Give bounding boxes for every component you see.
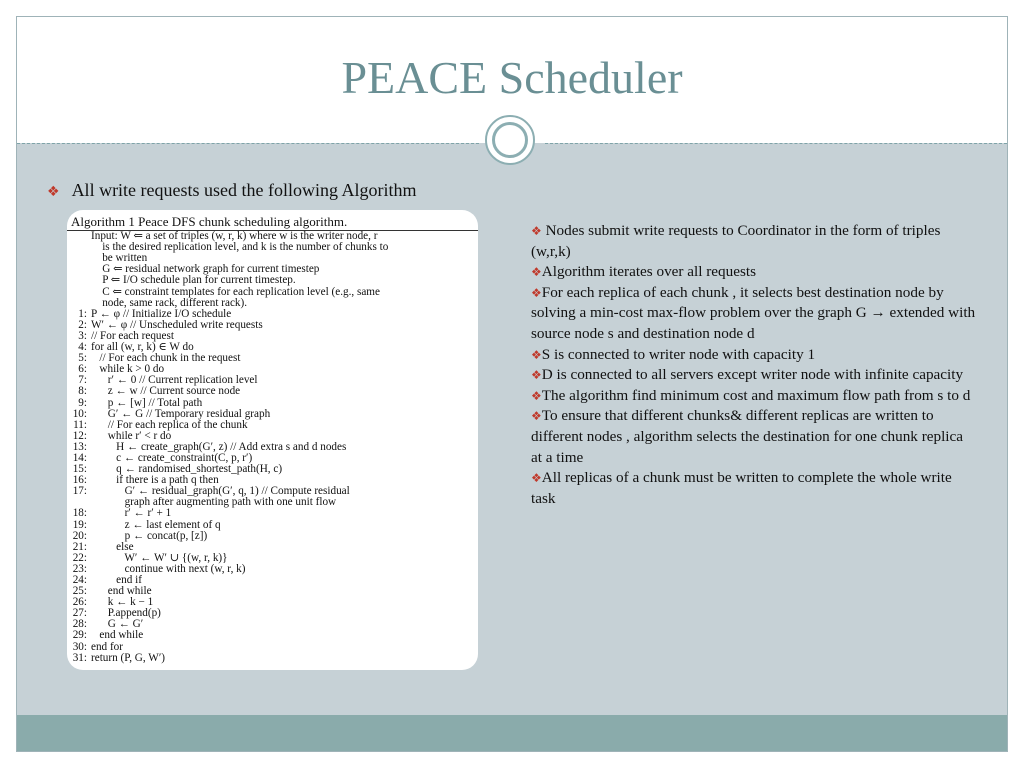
right-bullet-text: For each replica of each chunk , it selects best destination node by solving a min-cost max-flow problem over the graph G → extended with source node s and destination node d — [531, 283, 976, 342]
diamond-bullet-icon: ❖ — [531, 224, 542, 238]
line-code: r′ ← r′ + 1 — [91, 507, 172, 520]
circle-ornament-icon — [485, 115, 535, 165]
algorithm-line — [67, 508, 478, 519]
line-code: // For each chunk in the request — [91, 352, 241, 365]
right-bullet-item — [531, 345, 977, 366]
line-code: end for — [91, 640, 123, 653]
line-number: 27: — [72, 607, 87, 620]
divider-left — [17, 143, 479, 144]
line-number: 3: — [78, 329, 87, 342]
line-number: 23: — [72, 562, 87, 575]
line-number: 24: — [72, 574, 87, 586]
line-code: z ← last element of q — [91, 518, 221, 531]
line-number: 25: — [72, 585, 87, 598]
line-number: 30: — [72, 640, 87, 653]
line-number: 8: — [78, 385, 87, 398]
line-code: P ← φ // Initialize I/O schedule — [91, 307, 232, 320]
line-number: 2: — [78, 318, 87, 331]
line-code: be written — [91, 252, 148, 265]
line-code: for all (w, r, k) ∈ W do — [91, 341, 194, 354]
line-number: 5: — [78, 352, 87, 365]
line-number: 22: — [72, 551, 87, 564]
line-number: 11: — [73, 418, 87, 431]
line-code: graph after augmenting path with one unit flow — [91, 496, 337, 509]
line-code: G′ ← G // Temporary residual graph — [91, 407, 271, 420]
divider-right — [545, 143, 1007, 144]
line-code: node, same rack, different rack). — [91, 296, 248, 309]
slide — [16, 16, 1008, 752]
diamond-bullet-icon: ❖ — [531, 409, 542, 424]
right-bullet-text: Algorithm iterates over all requests — [541, 263, 757, 281]
line-number: 19: — [72, 518, 87, 531]
line-code: end if — [91, 574, 142, 586]
algorithm-line — [67, 642, 478, 653]
footer-band — [17, 715, 1007, 751]
algorithm-line — [67, 520, 478, 531]
line-number: 13: — [72, 440, 87, 453]
algorithm-line — [67, 287, 478, 298]
right-bullet-text: Nodes submit write requests to Coordinator in the form of triples (w,r,k) — [531, 222, 941, 260]
right-bullet-item — [531, 406, 977, 468]
diamond-bullet-icon: ❖ — [531, 368, 542, 383]
right-bullet-item — [531, 468, 977, 509]
line-code: W′ ← φ // Unscheduled write requests — [91, 318, 263, 331]
line-code: while k > 0 do — [91, 363, 165, 376]
line-code: P.append(p) — [91, 607, 161, 620]
line-code: W′ ← W′ ∪ {(w, r, k)} — [91, 551, 228, 564]
diamond-bullet-icon: ❖ — [531, 285, 542, 300]
line-code: p ← concat(p, [z]) — [91, 529, 208, 542]
line-number: 20: — [72, 529, 87, 542]
line-number: 1: — [78, 307, 87, 320]
line-number: 12: — [72, 429, 87, 442]
line-code: H ← create_graph(G′, z) // Add extra s and d nodes — [91, 440, 347, 453]
line-number: 6: — [78, 363, 87, 376]
right-bullet-text: To ensure that different chunks& different replicas are written to different nodes , algorithm selects the destination for one chunk replica at a time — [531, 407, 964, 466]
line-code: end while — [91, 585, 152, 598]
right-bullet-text: The algorithm find minimum cost and maximum flow path from s to d — [541, 386, 971, 404]
slide-title: PEACE Scheduler — [341, 52, 683, 103]
main-bullet — [47, 180, 417, 201]
line-number: 10: — [72, 407, 87, 420]
line-code: G ← G′ — [91, 618, 144, 631]
line-code: Input: W ⇐ a set of triples (w, r, k) where w is the writer node, r — [91, 230, 378, 243]
line-code: z ← w // Current source node — [91, 385, 241, 398]
line-code: k ← k − 1 — [91, 596, 154, 609]
line-number: 16: — [72, 474, 87, 487]
line-code: p ← [w] // Total path — [91, 396, 203, 409]
right-bullet-item — [531, 386, 977, 407]
right-bullet-item — [531, 221, 977, 262]
line-code: P ⇐ I/O schedule plan for current timestep. — [91, 274, 296, 287]
right-bullet-item — [531, 365, 977, 386]
diamond-bullet-icon: ❖ — [531, 471, 542, 486]
algorithm-line — [67, 653, 478, 664]
line-code: continue with next (w, r, k) — [91, 562, 246, 575]
line-number: 17: — [72, 485, 87, 498]
diamond-bullet-icon: ❖ — [47, 184, 60, 200]
line-code: G ⇐ residual network graph for current timestep — [91, 263, 320, 276]
line-number: 28: — [72, 618, 87, 631]
line-code: is the desired replication level, and k is the number of chunks to — [91, 241, 389, 254]
line-number: 15: — [72, 463, 87, 476]
algorithm-header: Algorithm 1 Peace DFS chunk scheduling algorithm. — [67, 216, 478, 231]
line-code: r′ ← 0 // Current replication level — [91, 374, 258, 387]
line-code: // For each request — [91, 329, 174, 342]
algorithm-line — [67, 275, 478, 286]
right-bullet-item — [531, 283, 977, 345]
line-number: 7: — [78, 374, 87, 387]
diamond-bullet-icon: ❖ — [531, 388, 542, 403]
line-number: 18: — [72, 507, 87, 520]
right-bullet-text: D is connected to all servers except writer node with infinite capacity — [541, 366, 964, 384]
algorithm-line — [67, 386, 478, 397]
line-code: end while — [91, 629, 144, 642]
line-number: 31: — [72, 651, 87, 664]
line-code: else — [91, 540, 134, 553]
line-number: 4: — [78, 341, 87, 354]
line-number: 21: — [72, 540, 87, 553]
line-code: while r′ < r do — [91, 429, 172, 442]
line-code: q ← randomised_shortest_path(H, c) — [91, 463, 283, 476]
right-bullet-text: S is connected to writer node with capacity 1 — [541, 345, 816, 363]
algorithm-lines — [67, 231, 478, 664]
algorithm-image — [67, 210, 478, 670]
line-code: if there is a path q then — [91, 474, 219, 487]
diamond-bullet-icon: ❖ — [531, 347, 542, 362]
line-number: 14: — [72, 451, 87, 464]
algorithm-line — [67, 630, 478, 641]
right-bullet-list — [531, 221, 977, 509]
line-code: C ⇐ constraint templates for each replication level (e.g., same — [91, 285, 380, 298]
diamond-bullet-icon: ❖ — [531, 265, 542, 280]
line-number: 9: — [78, 396, 87, 409]
line-code: return (P, G, W′) — [91, 651, 166, 664]
line-code: // For each replica of the chunk — [91, 418, 248, 431]
line-number: 26: — [72, 596, 87, 609]
algorithm-line — [67, 398, 478, 409]
right-bullet-item — [531, 262, 977, 283]
main-bullet-text: All write requests used the following Algorithm — [71, 180, 417, 200]
line-code: G′ ← residual_graph(G′, q, 1) // Compute residual — [91, 485, 350, 498]
right-bullet-text: All replicas of a chunk must be written to complete the whole write task — [531, 469, 952, 507]
line-number: 29: — [72, 629, 87, 642]
line-code: c ← create_constraint(C, p, r′) — [91, 451, 253, 464]
